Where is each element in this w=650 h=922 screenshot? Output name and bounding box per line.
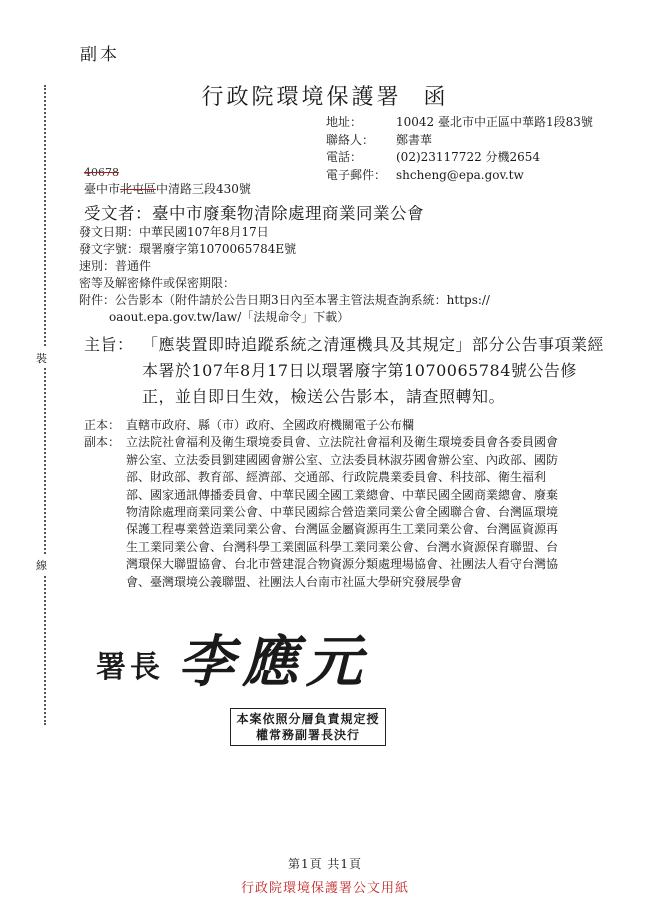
- binding-mark-bottom: 線: [36, 555, 47, 575]
- original-recipients: 正本： 直轄市政府、縣（市）政府、全國政府機關電子公布欄: [84, 418, 415, 432]
- subject-label: 主旨：: [84, 335, 134, 354]
- recipient: 受文者：臺中市廢棄物清除處理商業同業公會: [84, 204, 424, 223]
- subject: [84, 332, 609, 410]
- contact-person: 聯絡人： 鄭書華: [326, 132, 433, 147]
- contact-phone: 電話： (02)23117722 分機2654: [326, 150, 541, 164]
- security-level: 密等及解密條件或保密期限：: [79, 276, 236, 290]
- distribution: [84, 417, 564, 591]
- receiver-address: 臺中市北屯區中清路三段430號: [84, 182, 251, 196]
- document-number: 發文字號：環署廢字第1070065784E號: [79, 242, 297, 256]
- signature: 李應元: [178, 629, 370, 695]
- attachment-url: oaout.epa.gov.tw/law/「法規命令」下載）: [109, 310, 350, 324]
- postal-code: 40678: [84, 166, 119, 179]
- document-meta: [79, 224, 549, 326]
- binding-line: [44, 85, 46, 725]
- letterhead-footer: 行政院環境保護署公文用紙: [240, 881, 409, 896]
- document-type: 函: [423, 85, 449, 110]
- issue-date: 發文日期：中華民國107年8月17日: [79, 225, 269, 239]
- copy-mark: 副本: [80, 45, 120, 65]
- binding-mark-top: 裝: [36, 348, 47, 368]
- authorization-stamp: 本案依照分層負責規定授權常務副署長決行: [230, 708, 386, 746]
- page-number: 第1頁 共1頁: [287, 857, 363, 871]
- contact-block: [326, 114, 593, 184]
- contact-email: 電子郵件： shcheng@epa.gov.tw: [326, 167, 524, 182]
- speed: 速別：普通件: [79, 259, 152, 273]
- copy-recipients: 副本： 立法院社會福利及衛生環境委員會、立法院社會福利及衛生環境委員會各委員國會辦公室、立法委員劉建國國會辦公室、立法委員林淑芬國會辦公室、內政部、國防部、財政部、教育部、經濟部、交通部、行政院農業委員會、科技部、衛生福利部、國家通訊傳播委員會、中華民國全國工業總會、中華民國全國商業總會、廢棄物清除處理商業同業公會、中華民國綜合營造業同業公會全國聯合會、台灣區環境保護工程專業營造業同業公會、台灣區金屬資源再生工業同業公會、台灣區資源再生工業同業公會、台灣科學工業園區科學工業同業公會、台灣水資源保育聯盟、台灣環保大聯盟協會、台北市營建混合物資源分類處理場協會、社團法人看守台灣協會、臺灣環境公義聯盟、社團法人台南市社區大學研究發展學會: [84, 435, 559, 589]
- contact-address: 地址： 10042 臺北市中正區中華路1段83號: [326, 115, 593, 129]
- agency-name: 行政院環境保護署: [201, 85, 402, 110]
- attachment: 附件：公告影本（附件請於公告日期3日內至本署主管法規查詢系統：https://: [79, 293, 490, 307]
- subject-text: 「應裝置即時追蹤系統之清運機具及其規定」部分公告事項業經本署於107年8月17日以環署廢字第1070065784號公告修正，並自即日生效，檢送公告影本，請查照轉知。: [142, 335, 605, 406]
- letter-header: [0, 80, 650, 111]
- signatory-title: 署長: [96, 650, 164, 685]
